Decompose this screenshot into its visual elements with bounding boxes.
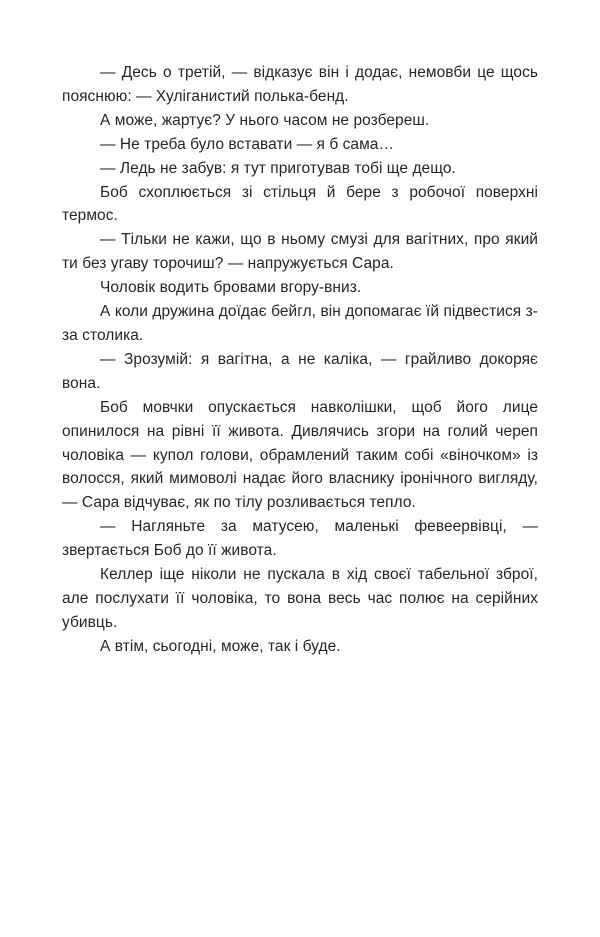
paragraph: — Зрозумій: я вагітна, а не каліка, — грайливо докоряє вона. (62, 350, 538, 392)
paragraph: — Нагляньте за матусею, маленькі февеервівці, — звертається Боб до її живота. (62, 518, 538, 560)
paragraph: — Ледь не забув: я тут приготував тобі ще дещо. (100, 159, 456, 177)
paragraph: Боб мовчки опускається навколішки, щоб його лице опинилося на рівні її живота. Дивлячись згори на голий череп чоловіка — купол голови, обрамлений таким собі «віночком» із волосся, який мимоволі надає його власнику іронічного вигляду, — Сара відчуває, як по тілу розливається тепло. (62, 398, 538, 512)
paragraph: А може, жартує? У нього часом не розбереш. (100, 111, 430, 129)
paragraph: — Десь о третій, — відказує він і додає, немовби це щось пояснюю: — Хуліганистий полька-бенд. (62, 64, 538, 105)
paragraph: Чоловік водить бровами вгору-вниз. (100, 279, 362, 297)
paragraph: — Не треба було вставати — я б сама… (100, 135, 395, 153)
paragraph: А коли дружина доїдає бейгл, він допомагає їй підвестися з-за столика. (62, 303, 538, 344)
body-text (62, 61, 538, 659)
paragraph: Боб схоплюється зі стільця й бере з робочої поверхні термос. (62, 183, 538, 225)
paragraph: — Тільки не кажи, що в ньому смузі для вагітних, про який ти без угаву торочиш? — напружується Сара. (62, 231, 538, 273)
paragraph: А втім, сьогодні, може, так і буде. (100, 637, 341, 655)
paragraph: Келлер іще ніколи не пускала в хід своєї табельної зброї, але послухати її чоловіка, то вона весь час полює на серійних убивць. (62, 566, 538, 631)
